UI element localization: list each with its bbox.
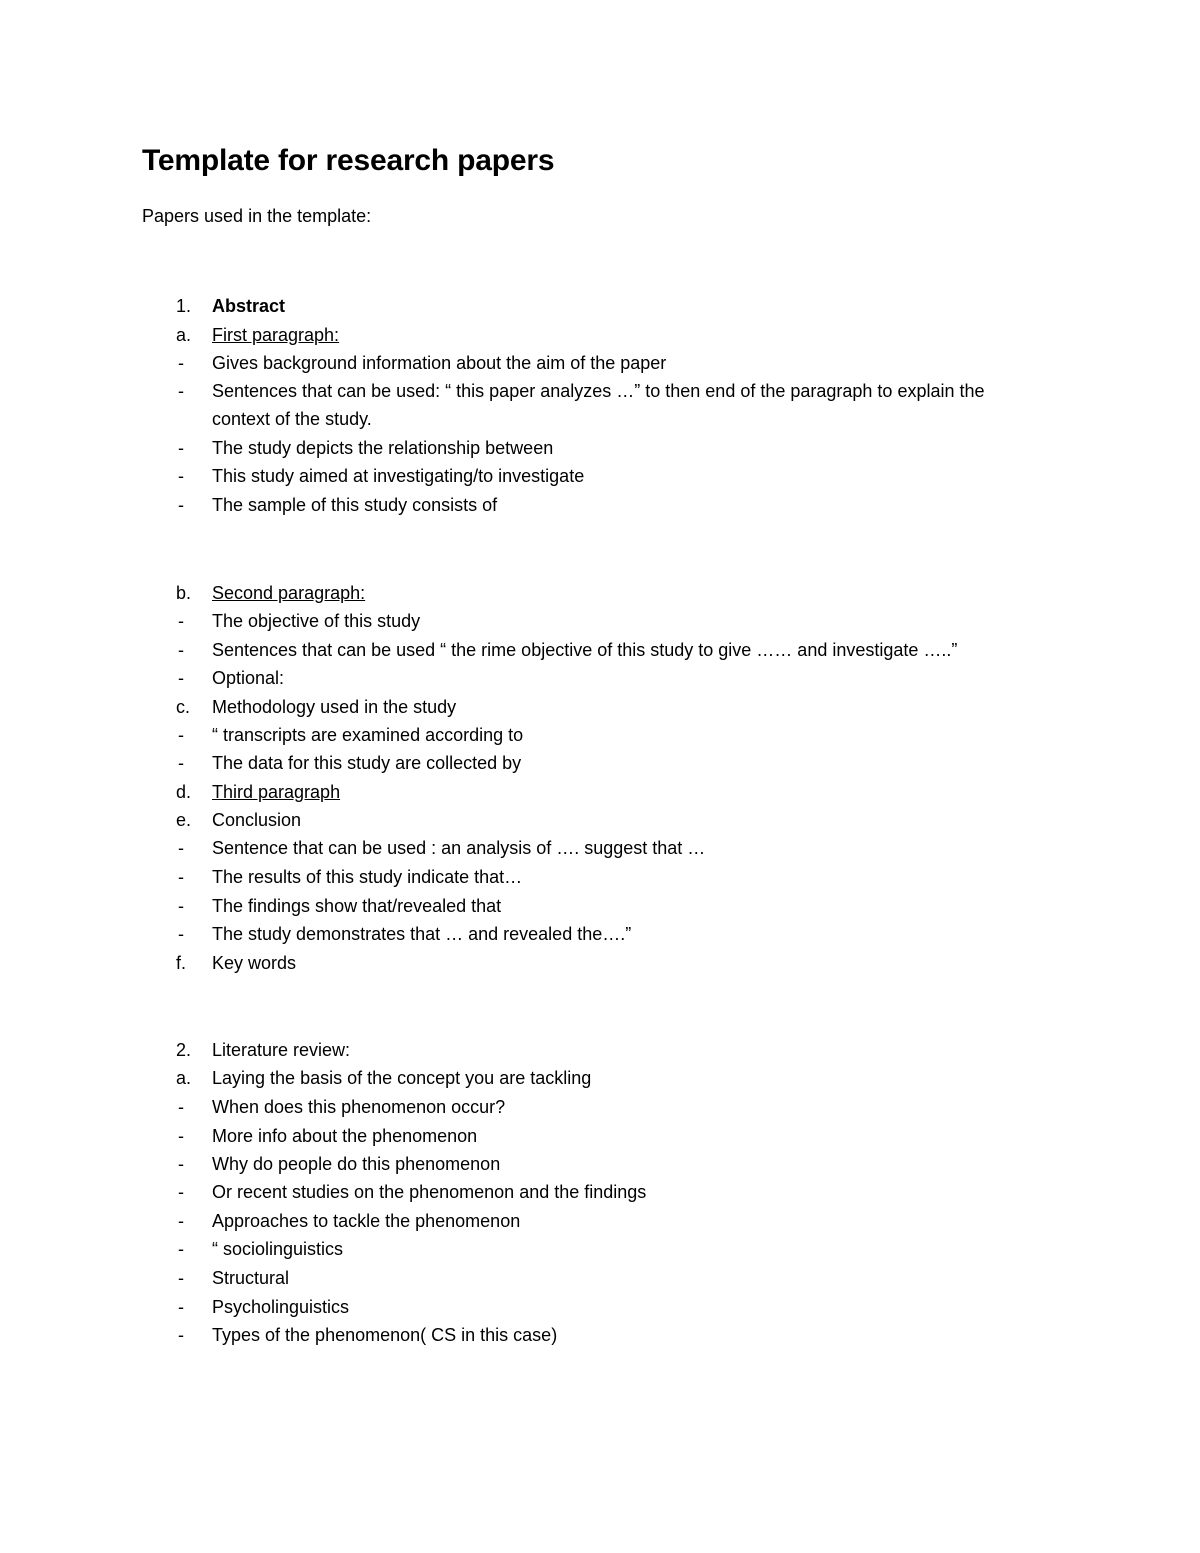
bullet-item: - The sample of this study consists of xyxy=(178,495,498,515)
bullet-item: - The objective of this study xyxy=(178,611,421,631)
subsection-key-words: f. Key words xyxy=(176,953,297,973)
subsection-second-paragraph: b. Second paragraph: xyxy=(176,583,366,603)
bullet-item: - Approaches to tackle the phenomenon xyxy=(178,1211,521,1231)
bullet-item: - “ sociolinguistics xyxy=(178,1239,344,1259)
bullet-item: - Or recent studies on the phenomenon and the findings xyxy=(178,1182,647,1202)
subsection-first-paragraph: a. First paragraph: xyxy=(176,325,340,345)
bullet-item: - “ transcripts are examined according to xyxy=(178,725,524,745)
bullet-item: - Sentences that can be used “ the rime objective of this study to give …… and investigate …..” xyxy=(178,640,958,660)
papers-used-label: Papers used in the template: xyxy=(142,206,372,226)
subsection-third-paragraph: d. Third paragraph xyxy=(176,782,341,802)
bullet-item: - Gives background information about the aim of the paper xyxy=(178,353,667,373)
bullet-item: - Psycholinguistics xyxy=(178,1297,350,1317)
section-heading-abstract: 1. Abstract xyxy=(176,296,286,316)
bullet-item: - The data for this study are collected by xyxy=(178,753,522,773)
bullet-item: - The study depicts the relationship between xyxy=(178,438,554,458)
bullet-item: - Types of the phenomenon( CS in this case) xyxy=(178,1325,558,1345)
page-title: Template for research papers xyxy=(142,144,555,177)
bullet-item: - Sentence that can be used : an analysis of …. suggest that … xyxy=(178,838,706,858)
bullet-item: - When does this phenomenon occur? xyxy=(178,1097,506,1117)
section-heading-literature-review: 2. Literature review: xyxy=(176,1040,351,1060)
bullet-item: - Why do people do this phenomenon xyxy=(178,1154,501,1174)
bullet-item: - The results of this study indicate that… xyxy=(178,867,523,887)
bullet-item: - This study aimed at investigating/to investigate xyxy=(178,466,585,486)
subsection-basis: a. Laying the basis of the concept you are tackling xyxy=(176,1068,592,1088)
subsection-methodology: c. Methodology used in the study xyxy=(176,697,457,717)
bullet-item: - The study demonstrates that … and revealed the….” xyxy=(178,924,632,944)
bullet-item: - More info about the phenomenon xyxy=(178,1126,478,1146)
bullet-continuation: context of the study. xyxy=(212,409,372,429)
bullet-item: - Structural xyxy=(178,1268,290,1288)
bullet-item: - Sentences that can be used: “ this paper analyzes …” to then end of the paragraph to explain the xyxy=(178,381,985,401)
subsection-conclusion: e. Conclusion xyxy=(176,810,302,830)
bullet-item: - Optional: xyxy=(178,668,285,688)
bullet-item: - The findings show that/revealed that xyxy=(178,896,502,916)
